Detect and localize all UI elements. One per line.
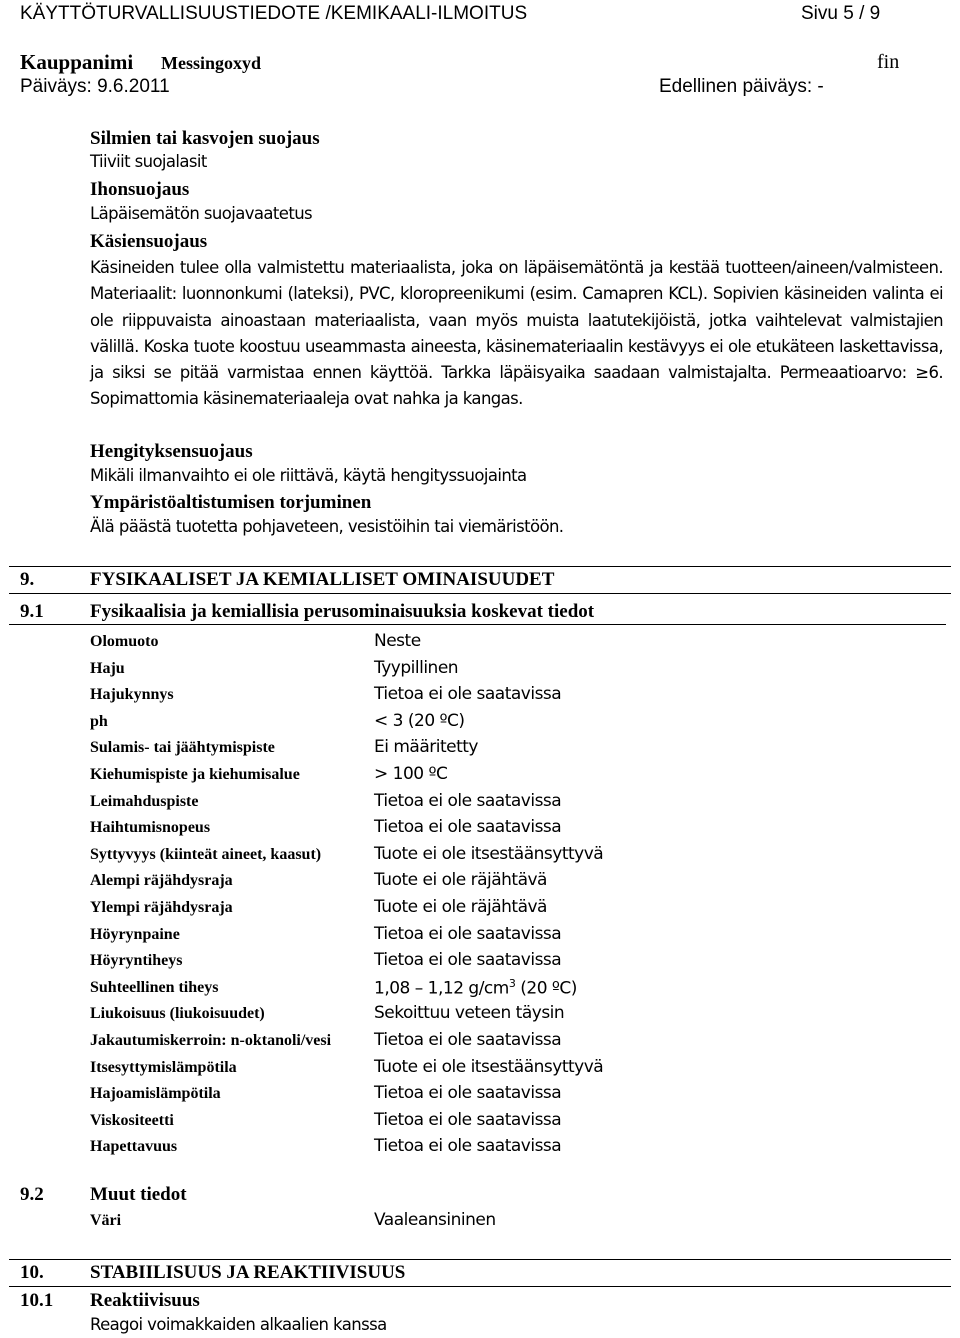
property-value: Tietoa ei ole saatavissa: [374, 684, 562, 704]
property-value: Tietoa ei ole saatavissa: [374, 924, 562, 944]
trade-name: Messingoxyd: [161, 53, 262, 73]
section-10-number: 10.: [20, 1262, 44, 1283]
property-value: Ei määritetty: [374, 737, 478, 757]
property-value-superscript: 3: [508, 977, 516, 990]
property-value: Tietoa ei ole saatavissa: [374, 1083, 562, 1103]
property-value-suffix: (20 ºC): [515, 978, 577, 999]
property-label: Viskositeetti: [90, 1112, 174, 1129]
property-value: Tietoa ei ole saatavissa: [374, 950, 562, 970]
eye-protection-heading: Silmien tai kasvojen suojaus: [90, 128, 320, 149]
property-label: Ylempi räjähdysraja: [90, 899, 233, 916]
page-number: Sivu 5 / 9: [801, 3, 881, 24]
language-code: fin: [877, 51, 900, 73]
section-9-1-title: Fysikaalisia ja kemiallisia perusominaisuuksia koskevat tiedot: [90, 601, 595, 622]
property-value: Tietoa ei ole saatavissa: [374, 1136, 562, 1156]
trade-name-label: Kauppanimi: [20, 50, 134, 74]
hand-protection-text: Käsineiden tulee olla valmistettu materiaalista, joka on läpäisemätöntä ja kestää tuotteen/aineen/valmisteen. Materiaalit: luonnonkumi (lateksi), PVC, kloropreenikumi (esim. Camapren KCL). Sopivien käsineiden valinta ei ole riippuvaista ainoastaan materiaalista, vaan myös muista laatutekijöistä, jotka vaihtelevat valmistajien välillä. Koska tuote koostuu useammasta aineesta, käsinemateriaalin kestävyys ei ole etukäteen laskettavissa, ja siksi se pitää varmistaa ennen käyttöä. Tarkka läpäisyaika saadaan valmistajalta. Permeaatioarvo: ≥6. Sopimattomia käsinemateriaaleja ovat nahka ja kangas.: [90, 258, 943, 409]
property-label: Haju: [90, 660, 125, 677]
property-label: Hapettavuus: [90, 1138, 178, 1155]
respiratory-protection-heading: Hengityksensuojaus: [90, 441, 253, 462]
property-value: Tuote ei ole itsestäänsyttyvä: [374, 844, 604, 864]
section-10-1-text: Reagoi voimakkaiden alkaalien kanssa: [90, 1315, 387, 1334]
section-10-1-title: Reaktiivisuus: [90, 1290, 200, 1311]
eye-protection-text: Tiiviit suojalasit: [90, 152, 207, 171]
skin-protection-heading: Ihonsuojaus: [90, 179, 190, 200]
color-value: Vaaleansininen: [374, 1210, 496, 1230]
section-9-2-title: Muut tiedot: [90, 1184, 187, 1205]
section-9-1-underline: [9, 624, 946, 625]
section-9-2-number: 9.2: [20, 1184, 44, 1205]
section-10-1-number: 10.1: [20, 1290, 54, 1311]
property-label: Jakautumiskerroin: n-oktanoli/vesi: [90, 1032, 332, 1049]
property-value-main: 1,08 – 1,12 g/cm: [374, 978, 509, 999]
property-value: Tietoa ei ole saatavissa: [374, 1110, 562, 1130]
property-value: Tuote ei ole räjähtävä: [374, 870, 547, 890]
section-10-title: STABIILISUUS JA REAKTIIVISUUS: [90, 1262, 406, 1283]
date: Päiväys: 9.6.2011: [20, 76, 170, 97]
property-value: Tietoa ei ole saatavissa: [374, 791, 562, 811]
property-value: Tuote ei ole itsestäänsyttyvä: [374, 1057, 604, 1077]
property-label: Olomuoto: [90, 633, 159, 650]
section-9-number: 9.: [20, 569, 35, 590]
property-label: Hajukynnys: [90, 686, 174, 703]
property-value: Tyypillinen: [374, 658, 459, 678]
section-9-title: FYSIKAALISET JA KEMIALLISET OMINAISUUDET: [90, 569, 555, 590]
property-label: Suhteellinen tiheys: [90, 979, 219, 996]
property-label: Höyrynpaine: [90, 926, 180, 943]
property-value: > 100 ºC: [374, 764, 448, 784]
property-value: Sekoittuu veteen täysin: [374, 1003, 565, 1023]
hand-protection-heading: Käsiensuojaus: [90, 231, 208, 252]
property-label: Haihtumisnopeus: [90, 819, 211, 836]
property-value: Tietoa ei ole saatavissa: [374, 1030, 562, 1050]
property-label: Hajoamislämpötila: [90, 1085, 221, 1102]
property-label: Itsesyttymislämpötila: [90, 1059, 237, 1076]
property-label: Alempi räjähdysraja: [90, 872, 233, 889]
property-value: Tuote ei ole räjähtävä: [374, 897, 547, 917]
property-label: Syttyvyys (kiinteät aineet, kaasut): [90, 846, 322, 863]
property-label: ph: [90, 713, 108, 730]
environmental-exposure-text: Älä päästä tuotetta pohjaveteen, vesistöihin tai viemäristöön.: [90, 517, 564, 536]
property-label: Sulamis- tai jäähtymispiste: [90, 739, 275, 756]
respiratory-protection-text: Mikäli ilmanvaihto ei ole riittävä, käytä hengityssuojainta: [90, 466, 527, 485]
skin-protection-text: Läpäisemätön suojavaatetus: [90, 204, 313, 223]
property-value: [374, 977, 577, 999]
property-label: Leimahduspiste: [90, 793, 199, 810]
property-value: < 3 (20 ºC): [374, 711, 465, 731]
document-title: KÄYTTÖTURVALLISUUSTIEDOTE /KEMIKAALI-ILMOITUS: [20, 3, 528, 24]
previous-date: Edellinen päiväys: -: [659, 76, 824, 97]
property-label: Höyryntiheys: [90, 952, 183, 969]
property-value: Tietoa ei ole saatavissa: [374, 817, 562, 837]
property-label: Liukoisuus (liukoisuudet): [90, 1005, 265, 1022]
property-value: Neste: [374, 631, 421, 651]
color-label: Väri: [90, 1212, 122, 1229]
property-label: Kiehumispiste ja kiehumisalue: [90, 766, 300, 783]
section-9-1-number: 9.1: [20, 601, 44, 622]
environmental-exposure-heading: Ympäristöaltistumisen torjuminen: [90, 492, 372, 513]
